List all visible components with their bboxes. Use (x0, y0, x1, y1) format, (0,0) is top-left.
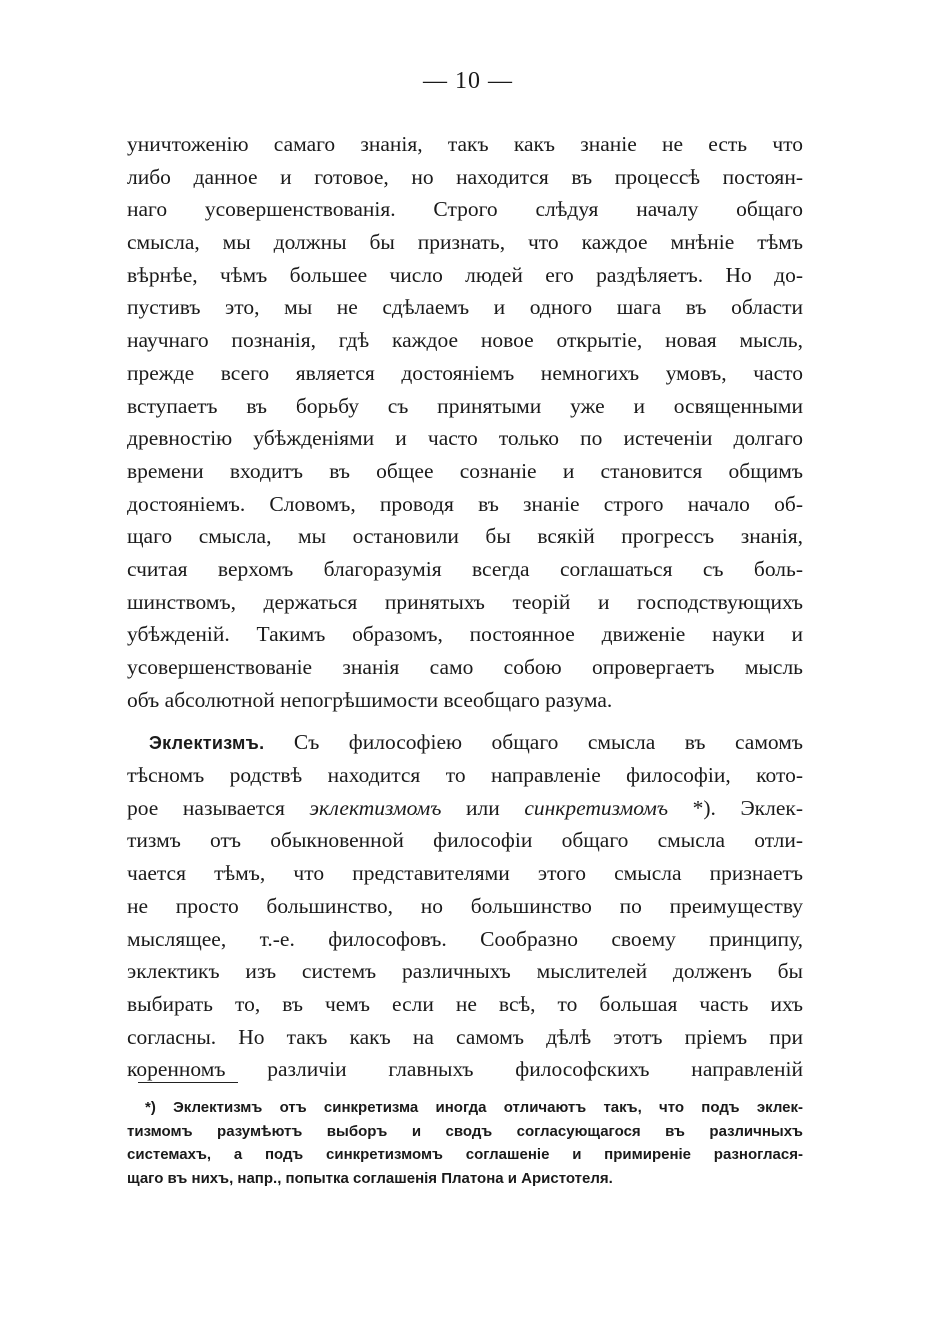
text-line: научнаго познанія, гдѣ каждое новое открытіе, новая мысль, (127, 328, 803, 353)
text-line: наго усовершенствованія. Строго слѣдуя началу общаго (127, 197, 803, 222)
footnote-line: щаго въ нихъ, напр., попытка соглашенія Платона и Аристотеля. (127, 1169, 613, 1187)
text-line (127, 792, 803, 825)
page-number: — 10 — (423, 68, 513, 94)
line-text: или (441, 795, 525, 820)
text-line: прежде всего является достояніемъ немногихъ умовъ, часто (127, 360, 803, 385)
text-line: пустивъ это, мы не сдѣлаемъ и одного шага въ области (127, 295, 803, 320)
text-line: объ абсолютной непогрѣшимости всеобщаго разума. (127, 687, 613, 712)
text-line: тѣсномъ родствѣ находится то направленіе философіи, кото- (127, 763, 803, 788)
text-line: шинствомъ, держаться принятыхъ теорій и господствующихъ (127, 589, 803, 614)
text-line: чается тѣмъ, что представителями этого смысла признаетъ (127, 861, 803, 886)
text-line: коренномъ различіи главныхъ философскихъ направленій (127, 1057, 803, 1082)
text-line: смысла, мы должны бы признать, что каждое мнѣніе тѣмъ (127, 230, 803, 255)
text-line: не просто большинство, но большинство по преимуществу (127, 893, 803, 918)
line-text: Съ философіею общаго смысла въ самомъ (264, 730, 803, 755)
text-line: времени входитъ въ общее сознаніе и становится общимъ (127, 458, 803, 483)
text-line (127, 726, 803, 759)
text-line: вступаетъ въ борьбу съ принятыми уже и освященными (127, 393, 803, 418)
line-text: рое называется (127, 795, 310, 820)
footnote (127, 1096, 803, 1190)
text-line: либо данное и готовое, но находится въ процессѣ постоян- (127, 164, 803, 189)
text-line: считая верхомъ благоразумія всегда соглашаться съ боль- (127, 556, 803, 581)
main-text (127, 128, 803, 1086)
footnote-reference: *). Эклек- (668, 795, 803, 820)
text-line: убѣжденій. Такимъ образомъ, постоянное движеніе науки и (127, 622, 803, 647)
text-line: эклектикъ изъ системъ различныхъ мыслителей долженъ бы (127, 959, 803, 984)
paragraph-2 (127, 726, 803, 1086)
footnote-line: тизмомъ разумѣютъ выборъ и сводъ согласующагося въ различныхъ (127, 1122, 803, 1140)
footnote-line: системахъ, а подъ синкретизмомъ соглашеніе и примиреніе разноглася- (127, 1146, 803, 1163)
text-line: уничтоженію самаго знанія, такъ какъ знаніе не есть что (127, 132, 803, 156)
text-line: древностію убѣжденіями и часто только по истеченіи долгаго (127, 426, 803, 451)
section-heading-eclecticism: Эклектизмъ. (149, 733, 265, 754)
text-line: согласны. Но такъ какъ на самомъ дѣлѣ этотъ пріемъ при (127, 1024, 803, 1049)
text-line: мыслящее, т.-е. философовъ. Сообразно своему принципу, (127, 926, 803, 951)
text-line: щаго смысла, мы остановили бы всякій прогрессъ знанія, (127, 524, 803, 549)
footnote-divider (138, 1082, 238, 1083)
paragraph-1 (127, 128, 803, 716)
paragraph-gap (127, 716, 803, 726)
text-line: вѣрнѣе, чѣмъ большее число людей его раздѣляетъ. Но до- (127, 262, 803, 287)
text-line: достояніемъ. Словомъ, проводя въ знаніе строго начало об- (127, 491, 803, 516)
term-syncretism: синкретизмомъ (524, 795, 669, 820)
term-eclecticism: эклектизмомъ (309, 795, 442, 820)
text-line: усовершенствованіе знанія само собою опровергаетъ мысль (127, 655, 803, 679)
footnote-line: *) Эклектизмъ отъ синкретизма иногда отличаютъ такъ, что подъ эклек- (145, 1099, 803, 1116)
text-line: тизмъ отъ обыкновенной философіи общаго смысла отли- (127, 828, 803, 853)
text-line: выбирать то, въ чемъ если не всѣ, то большая часть ихъ (127, 991, 803, 1016)
